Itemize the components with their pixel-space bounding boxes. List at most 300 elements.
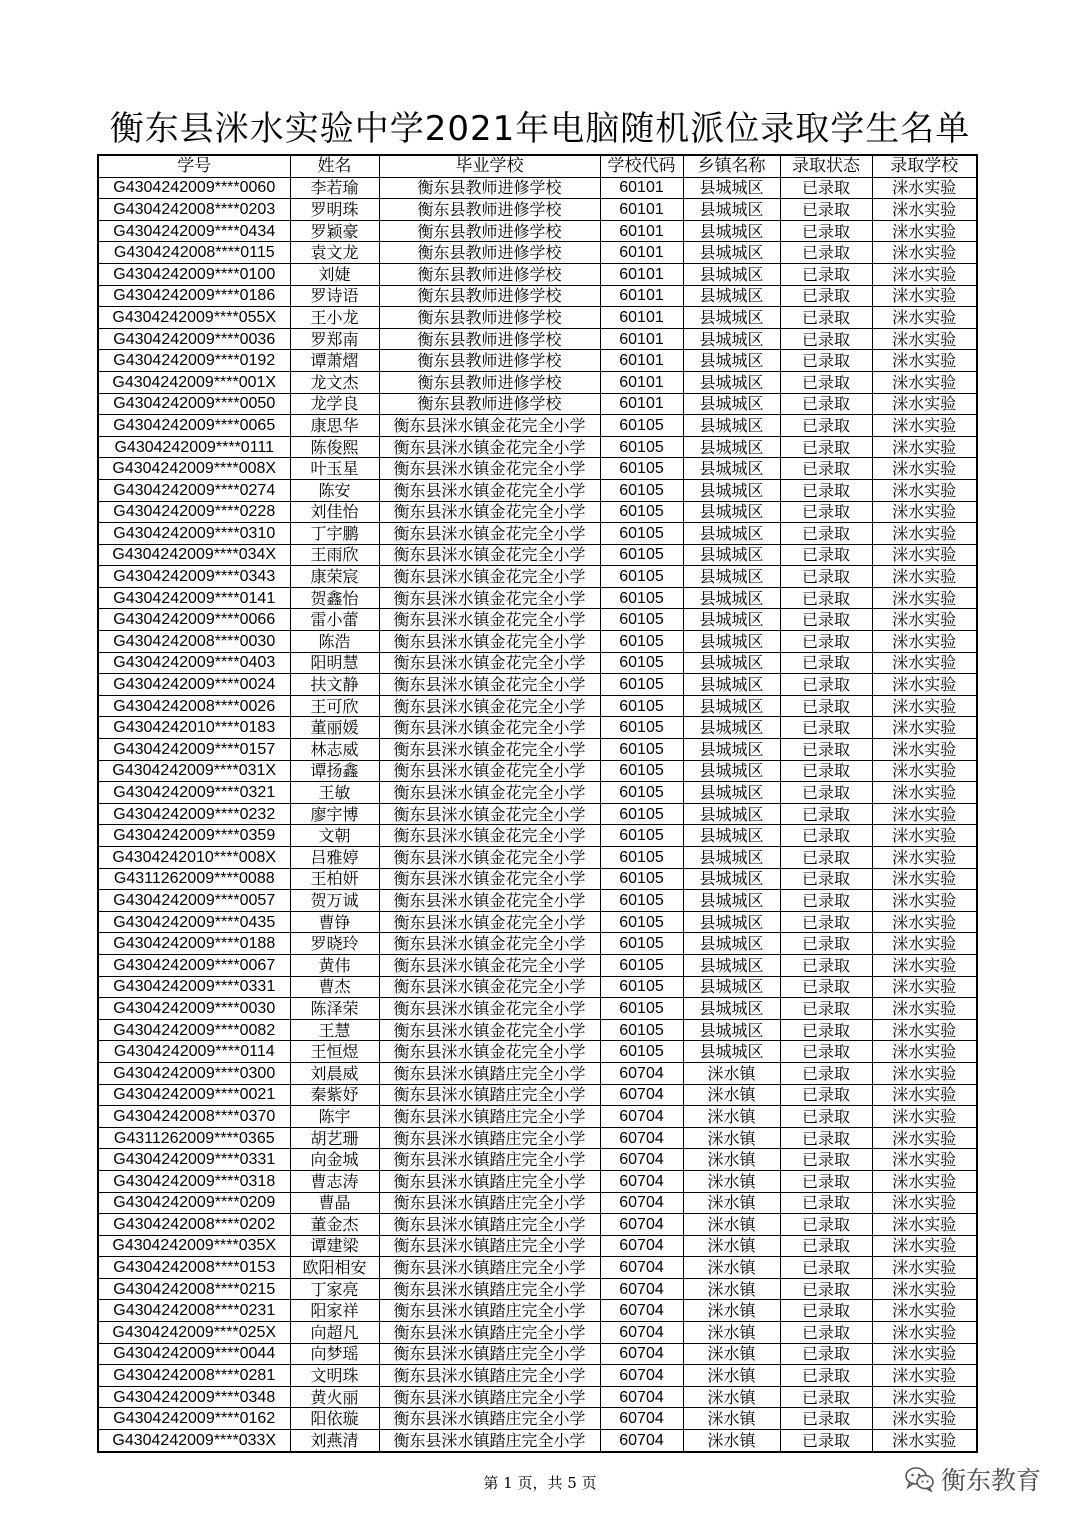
- cell-name: 陈泽荣: [290, 998, 379, 1020]
- table-body: [98, 177, 977, 1452]
- cell-admission-status: 已录取: [780, 631, 872, 653]
- cell-student-id: G4304242008****0115: [98, 242, 290, 264]
- cell-school-code: 60101: [600, 393, 683, 415]
- cell-admission-status: 已录取: [780, 890, 872, 912]
- cell-township: 洣水镇: [683, 1322, 780, 1344]
- cell-school-code: 60704: [600, 1084, 683, 1106]
- cell-admitting-school: 洣水实验: [872, 479, 977, 501]
- cell-admitting-school: 洣水实验: [872, 1300, 977, 1322]
- admission-table: [97, 154, 978, 1453]
- cell-graduation-school: 衡东县洣水镇金花完全小学: [379, 847, 600, 869]
- cell-name: 欧阳相安: [290, 1257, 379, 1279]
- cell-admitting-school: 洣水实验: [872, 350, 977, 372]
- cell-name: 向金城: [290, 1149, 379, 1171]
- cell-admitting-school: 洣水实验: [872, 1278, 977, 1300]
- cell-admission-status: 已录取: [780, 1408, 872, 1430]
- cell-student-id: G4304242009****0310: [98, 523, 290, 545]
- cell-admission-status: 已录取: [780, 587, 872, 609]
- table-row: [98, 1062, 977, 1084]
- cell-school-code: 60704: [600, 1106, 683, 1128]
- table-row: [98, 674, 977, 696]
- table-row: [98, 1041, 977, 1063]
- cell-school-code: 60101: [600, 350, 683, 372]
- cell-name: 刘佳怡: [290, 501, 379, 523]
- table-row: [98, 782, 977, 804]
- cell-township: 县城城区: [683, 695, 780, 717]
- cell-graduation-school: 衡东县洣水镇踏庄完全小学: [379, 1343, 600, 1365]
- cell-school-code: 60704: [600, 1386, 683, 1408]
- cell-admitting-school: 洣水实验: [872, 544, 977, 566]
- cell-township: 县城城区: [683, 544, 780, 566]
- cell-township: 县城城区: [683, 415, 780, 437]
- cell-school-code: 60704: [600, 1062, 683, 1084]
- cell-graduation-school: 衡东县洣水镇金花完全小学: [379, 587, 600, 609]
- table-row: [98, 1430, 977, 1452]
- cell-student-id: G4304242009****034X: [98, 544, 290, 566]
- cell-graduation-school: 衡东县洣水镇金花完全小学: [379, 458, 600, 480]
- table-row: [98, 609, 977, 631]
- cell-graduation-school: 衡东县洣水镇金花完全小学: [379, 1019, 600, 1041]
- cell-admission-status: 已录取: [780, 1257, 872, 1279]
- cell-student-id: G4304242009****0192: [98, 350, 290, 372]
- cell-name: 罗郑南: [290, 328, 379, 350]
- cell-admission-status: 已录取: [780, 825, 872, 847]
- cell-name: 黄伟: [290, 954, 379, 976]
- cell-admission-status: 已录取: [780, 220, 872, 242]
- cell-name: 陈安: [290, 479, 379, 501]
- cell-name: 曹志涛: [290, 1170, 379, 1192]
- cell-admitting-school: 洣水实验: [872, 1127, 977, 1149]
- cell-school-code: 60105: [600, 998, 683, 1020]
- cell-graduation-school: 衡东县教师进修学校: [379, 371, 600, 393]
- cell-student-id: G4304242008****0281: [98, 1365, 290, 1387]
- cell-admission-status: 已录取: [780, 803, 872, 825]
- cell-township: 县城城区: [683, 523, 780, 545]
- cell-graduation-school: 衡东县洣水镇金花完全小学: [379, 954, 600, 976]
- cell-school-code: 60105: [600, 803, 683, 825]
- cell-township: 县城城区: [683, 890, 780, 912]
- cell-township: 县城城区: [683, 285, 780, 307]
- cell-graduation-school: 衡东县洣水镇金花完全小学: [379, 890, 600, 912]
- cell-admitting-school: 洣水实验: [872, 1170, 977, 1192]
- cell-township: 县城城区: [683, 393, 780, 415]
- wechat-icon: [905, 1466, 935, 1492]
- cell-name: 王可欣: [290, 695, 379, 717]
- cell-township: 洣水镇: [683, 1149, 780, 1171]
- cell-admission-status: 已录取: [780, 436, 872, 458]
- cell-student-id: G4304242009****031X: [98, 760, 290, 782]
- cell-student-id: G4304242009****0188: [98, 933, 290, 955]
- cell-graduation-school: 衡东县教师进修学校: [379, 220, 600, 242]
- cell-township: 县城城区: [683, 760, 780, 782]
- cell-school-code: 60105: [600, 782, 683, 804]
- cell-name: 贺鑫怡: [290, 587, 379, 609]
- table-row: [98, 587, 977, 609]
- cell-school-code: 60105: [600, 544, 683, 566]
- cell-graduation-school: 衡东县洣水镇踏庄完全小学: [379, 1062, 600, 1084]
- cell-graduation-school: 衡东县洣水镇金花完全小学: [379, 998, 600, 1020]
- cell-graduation-school: 衡东县洣水镇踏庄完全小学: [379, 1386, 600, 1408]
- cell-student-id: G4304242008****0026: [98, 695, 290, 717]
- cell-admission-status: 已录取: [780, 782, 872, 804]
- table-row: [98, 998, 977, 1020]
- cell-school-code: 60101: [600, 220, 683, 242]
- table-row: [98, 1084, 977, 1106]
- cell-school-code: 60105: [600, 847, 683, 869]
- cell-student-id: G4304242009****0111: [98, 436, 290, 458]
- table-row: [98, 415, 977, 437]
- cell-admitting-school: 洣水实验: [872, 220, 977, 242]
- cell-township: 县城城区: [683, 868, 780, 890]
- table-row: [98, 220, 977, 242]
- cell-admitting-school: 洣水实验: [872, 976, 977, 998]
- cell-graduation-school: 衡东县教师进修学校: [379, 285, 600, 307]
- cell-township: 县城城区: [683, 652, 780, 674]
- table-row: [98, 199, 977, 221]
- table-row: [98, 479, 977, 501]
- cell-school-code: 60704: [600, 1127, 683, 1149]
- cell-admission-status: 已录取: [780, 1300, 872, 1322]
- cell-township: 洣水镇: [683, 1214, 780, 1236]
- table-row: [98, 501, 977, 523]
- cell-admission-status: 已录取: [780, 1386, 872, 1408]
- cell-school-code: 60704: [600, 1170, 683, 1192]
- cell-student-id: G4304242009****0057: [98, 890, 290, 912]
- cell-school-code: 60105: [600, 523, 683, 545]
- table-row: [98, 1235, 977, 1257]
- cell-student-id: G4304242009****0228: [98, 501, 290, 523]
- cell-township: 洣水镇: [683, 1386, 780, 1408]
- cell-township: 县城城区: [683, 220, 780, 242]
- cell-graduation-school: 衡东县洣水镇金花完全小学: [379, 631, 600, 653]
- cell-township: 县城城区: [683, 307, 780, 329]
- table-row: [98, 544, 977, 566]
- cell-township: 县城城区: [683, 933, 780, 955]
- table-row: [98, 1127, 977, 1149]
- cell-graduation-school: 衡东县洣水镇踏庄完全小学: [379, 1365, 600, 1387]
- cell-school-code: 60105: [600, 890, 683, 912]
- table-row: [98, 1300, 977, 1322]
- cell-name: 李若瑜: [290, 177, 379, 199]
- cell-township: 县城城区: [683, 371, 780, 393]
- table-row: [98, 1106, 977, 1128]
- cell-student-id: G4304242008****0153: [98, 1257, 290, 1279]
- cell-student-id: G4304242009****0066: [98, 609, 290, 631]
- cell-student-id: G4304242009****0030: [98, 998, 290, 1020]
- table-row: [98, 328, 977, 350]
- cell-name: 雷小蕾: [290, 609, 379, 631]
- cell-admitting-school: 洣水实验: [872, 285, 977, 307]
- table-row: [98, 285, 977, 307]
- cell-name: 陈浩: [290, 631, 379, 653]
- cell-student-id: G4304242009****0024: [98, 674, 290, 696]
- cell-township: 洣水镇: [683, 1278, 780, 1300]
- cell-name: 刘燕清: [290, 1430, 379, 1452]
- table-row: [98, 1257, 977, 1279]
- cell-township: 县城城区: [683, 954, 780, 976]
- cell-school-code: 60105: [600, 739, 683, 761]
- cell-student-id: G4304242009****0114: [98, 1041, 290, 1063]
- cell-township: 县城城区: [683, 587, 780, 609]
- cell-admitting-school: 洣水实验: [872, 1041, 977, 1063]
- cell-graduation-school: 衡东县洣水镇金花完全小学: [379, 739, 600, 761]
- cell-admission-status: 已录取: [780, 695, 872, 717]
- cell-township: 洣水镇: [683, 1106, 780, 1128]
- cell-admission-status: 已录取: [780, 1278, 872, 1300]
- cell-name: 罗颖豪: [290, 220, 379, 242]
- cell-township: 县城城区: [683, 803, 780, 825]
- cell-name: 曹铮: [290, 911, 379, 933]
- cell-student-id: G4304242009****0021: [98, 1084, 290, 1106]
- table-row: [98, 890, 977, 912]
- cell-graduation-school: 衡东县洣水镇踏庄完全小学: [379, 1430, 600, 1452]
- cell-township: 洣水镇: [683, 1062, 780, 1084]
- cell-township: 县城城区: [683, 847, 780, 869]
- cell-admitting-school: 洣水实验: [872, 739, 977, 761]
- cell-township: 县城城区: [683, 782, 780, 804]
- cell-admission-status: 已录取: [780, 458, 872, 480]
- cell-student-id: G4304242009****0162: [98, 1408, 290, 1430]
- cell-school-code: 60704: [600, 1149, 683, 1171]
- table-row: [98, 803, 977, 825]
- cell-admitting-school: 洣水实验: [872, 933, 977, 955]
- cell-name: 王慧: [290, 1019, 379, 1041]
- cell-admitting-school: 洣水实验: [872, 415, 977, 437]
- cell-admission-status: 已录取: [780, 479, 872, 501]
- cell-township: 洣水镇: [683, 1127, 780, 1149]
- table-row: [98, 1192, 977, 1214]
- cell-name: 秦紫妤: [290, 1084, 379, 1106]
- cell-student-id: G4304242009****0141: [98, 587, 290, 609]
- cell-name: 王雨欣: [290, 544, 379, 566]
- cell-student-id: G4304242010****008X: [98, 847, 290, 869]
- cell-name: 王柏妍: [290, 868, 379, 890]
- cell-graduation-school: 衡东县洣水镇金花完全小学: [379, 803, 600, 825]
- column-header-township: 乡镇名称: [683, 155, 780, 177]
- cell-school-code: 60101: [600, 371, 683, 393]
- cell-admission-status: 已录取: [780, 954, 872, 976]
- table-row: [98, 739, 977, 761]
- cell-township: 洣水镇: [683, 1170, 780, 1192]
- cell-graduation-school: 衡东县洣水镇踏庄完全小学: [379, 1408, 600, 1430]
- cell-student-id: G4304242009****008X: [98, 458, 290, 480]
- cell-name: 康思华: [290, 415, 379, 437]
- cell-student-id: G4304242008****0370: [98, 1106, 290, 1128]
- cell-admitting-school: 洣水实验: [872, 263, 977, 285]
- cell-admission-status: 已录取: [780, 285, 872, 307]
- cell-student-id: G4304242009****0044: [98, 1343, 290, 1365]
- cell-admission-status: 已录取: [780, 609, 872, 631]
- cell-name: 阳家祥: [290, 1300, 379, 1322]
- table-row: [98, 911, 977, 933]
- cell-admission-status: 已录取: [780, 1062, 872, 1084]
- cell-graduation-school: 衡东县教师进修学校: [379, 350, 600, 372]
- table-row: [98, 1170, 977, 1192]
- cell-name: 谭建梁: [290, 1235, 379, 1257]
- cell-name: 丁宇鹏: [290, 523, 379, 545]
- cell-graduation-school: 衡东县洣水镇踏庄完全小学: [379, 1300, 600, 1322]
- cell-student-id: G4304242009****0331: [98, 976, 290, 998]
- cell-school-code: 60105: [600, 587, 683, 609]
- cell-township: 洣水镇: [683, 1343, 780, 1365]
- cell-name: 刘晨威: [290, 1062, 379, 1084]
- cell-graduation-school: 衡东县洣水镇金花完全小学: [379, 976, 600, 998]
- cell-student-id: G4304242009****0050: [98, 393, 290, 415]
- cell-school-code: 60101: [600, 328, 683, 350]
- column-header-school-code: 学校代码: [600, 155, 683, 177]
- cell-name: 阳依璇: [290, 1408, 379, 1430]
- cell-name: 龙学良: [290, 393, 379, 415]
- table-row: [98, 1365, 977, 1387]
- cell-name: 曹晶: [290, 1192, 379, 1214]
- cell-school-code: 60105: [600, 1019, 683, 1041]
- cell-graduation-school: 衡东县洣水镇踏庄完全小学: [379, 1257, 600, 1279]
- cell-township: 县城城区: [683, 998, 780, 1020]
- cell-school-code: 60704: [600, 1430, 683, 1452]
- cell-student-id: G4311262009****0088: [98, 868, 290, 890]
- cell-student-id: G4304242009****0157: [98, 739, 290, 761]
- cell-name: 罗诗语: [290, 285, 379, 307]
- cell-admitting-school: 洣水实验: [872, 652, 977, 674]
- cell-admitting-school: 洣水实验: [872, 1322, 977, 1344]
- cell-student-id: G4304242009****0060: [98, 177, 290, 199]
- cell-admitting-school: 洣水实验: [872, 523, 977, 545]
- cell-school-code: 60101: [600, 242, 683, 264]
- cell-admitting-school: 洣水实验: [872, 847, 977, 869]
- cell-admission-status: 已录取: [780, 1106, 872, 1128]
- cell-student-id: G4304242009****0318: [98, 1170, 290, 1192]
- cell-name: 袁文龙: [290, 242, 379, 264]
- table-row: [98, 242, 977, 264]
- cell-township: 县城城区: [683, 177, 780, 199]
- cell-school-code: 60105: [600, 717, 683, 739]
- cell-township: 县城城区: [683, 566, 780, 588]
- table-row: [98, 1278, 977, 1300]
- table-row: [98, 566, 977, 588]
- table-header-row: [98, 155, 977, 177]
- cell-student-id: G4304242009****025X: [98, 1322, 290, 1344]
- cell-admission-status: 已录取: [780, 1430, 872, 1452]
- cell-admission-status: 已录取: [780, 1192, 872, 1214]
- cell-name: 林志威: [290, 739, 379, 761]
- cell-student-id: G4304242009****0300: [98, 1062, 290, 1084]
- table-row: [98, 847, 977, 869]
- cell-student-id: G4304242008****0231: [98, 1300, 290, 1322]
- cell-school-code: 60105: [600, 652, 683, 674]
- cell-admitting-school: 洣水实验: [872, 1084, 977, 1106]
- table-row: [98, 523, 977, 545]
- cell-admission-status: 已录取: [780, 760, 872, 782]
- table-row: [98, 631, 977, 653]
- cell-student-id: G4304242009****0036: [98, 328, 290, 350]
- cell-graduation-school: 衡东县洣水镇金花完全小学: [379, 609, 600, 631]
- cell-admitting-school: 洣水实验: [872, 717, 977, 739]
- cell-admitting-school: 洣水实验: [872, 890, 977, 912]
- cell-admission-status: 已录取: [780, 1170, 872, 1192]
- cell-student-id: G4304242009****0082: [98, 1019, 290, 1041]
- cell-graduation-school: 衡东县洣水镇金花完全小学: [379, 479, 600, 501]
- cell-admitting-school: 洣水实验: [872, 1235, 977, 1257]
- cell-admitting-school: 洣水实验: [872, 954, 977, 976]
- cell-student-id: G4304242010****0183: [98, 717, 290, 739]
- cell-township: 县城城区: [683, 479, 780, 501]
- cell-school-code: 60704: [600, 1257, 683, 1279]
- cell-admission-status: 已录取: [780, 868, 872, 890]
- watermark: [905, 1462, 1041, 1496]
- cell-name: 文朝: [290, 825, 379, 847]
- cell-name: 黄火丽: [290, 1386, 379, 1408]
- cell-school-code: 60105: [600, 458, 683, 480]
- cell-name: 谭扬鑫: [290, 760, 379, 782]
- cell-admitting-school: 洣水实验: [872, 911, 977, 933]
- cell-student-id: G4304242008****0203: [98, 199, 290, 221]
- column-header-student-id: 学号: [98, 155, 290, 177]
- cell-school-code: 60105: [600, 825, 683, 847]
- cell-graduation-school: 衡东县洣水镇金花完全小学: [379, 523, 600, 545]
- cell-township: 县城城区: [683, 242, 780, 264]
- cell-school-code: 60105: [600, 911, 683, 933]
- table-row: [98, 350, 977, 372]
- cell-school-code: 60105: [600, 609, 683, 631]
- cell-graduation-school: 衡东县洣水镇踏庄完全小学: [379, 1214, 600, 1236]
- cell-township: 县城城区: [683, 350, 780, 372]
- cell-township: 县城城区: [683, 609, 780, 631]
- cell-name: 董丽媛: [290, 717, 379, 739]
- cell-school-code: 60105: [600, 566, 683, 588]
- cell-township: 县城城区: [683, 263, 780, 285]
- cell-admitting-school: 洣水实验: [872, 803, 977, 825]
- cell-name: 谭萧熠: [290, 350, 379, 372]
- cell-name: 吕雅婷: [290, 847, 379, 869]
- cell-student-id: G4304242009****0067: [98, 954, 290, 976]
- column-header-name: 姓名: [290, 155, 379, 177]
- cell-student-id: G4311262009****0365: [98, 1127, 290, 1149]
- table-row: [98, 933, 977, 955]
- table-row: [98, 1214, 977, 1236]
- cell-admitting-school: 洣水实验: [872, 1062, 977, 1084]
- cell-admission-status: 已录取: [780, 1019, 872, 1041]
- cell-student-id: G4304242008****0215: [98, 1278, 290, 1300]
- cell-student-id: G4304242009****0186: [98, 285, 290, 307]
- cell-admitting-school: 洣水实验: [872, 458, 977, 480]
- cell-admitting-school: 洣水实验: [872, 328, 977, 350]
- cell-graduation-school: 衡东县洣水镇金花完全小学: [379, 825, 600, 847]
- cell-admitting-school: 洣水实验: [872, 307, 977, 329]
- cell-school-code: 60105: [600, 933, 683, 955]
- cell-admitting-school: 洣水实验: [872, 825, 977, 847]
- cell-school-code: 60704: [600, 1214, 683, 1236]
- cell-admitting-school: 洣水实验: [872, 371, 977, 393]
- cell-graduation-school: 衡东县洣水镇金花完全小学: [379, 674, 600, 696]
- page-footer: 第 1 页，共 5 页: [483, 1474, 597, 1492]
- cell-graduation-school: 衡东县洣水镇踏庄完全小学: [379, 1127, 600, 1149]
- cell-admission-status: 已录取: [780, 674, 872, 696]
- cell-admission-status: 已录取: [780, 847, 872, 869]
- cell-school-code: 60704: [600, 1278, 683, 1300]
- cell-admitting-school: 洣水实验: [872, 1192, 977, 1214]
- table-row: [98, 436, 977, 458]
- cell-graduation-school: 衡东县洣水镇踏庄完全小学: [379, 1084, 600, 1106]
- cell-name: 向梦瑶: [290, 1343, 379, 1365]
- cell-graduation-school: 衡东县教师进修学校: [379, 242, 600, 264]
- cell-graduation-school: 衡东县洣水镇金花完全小学: [379, 501, 600, 523]
- cell-school-code: 60105: [600, 674, 683, 696]
- cell-school-code: 60704: [600, 1192, 683, 1214]
- cell-name: 扶文静: [290, 674, 379, 696]
- table-row: [98, 1408, 977, 1430]
- cell-admitting-school: 洣水实验: [872, 631, 977, 653]
- cell-name: 王敏: [290, 782, 379, 804]
